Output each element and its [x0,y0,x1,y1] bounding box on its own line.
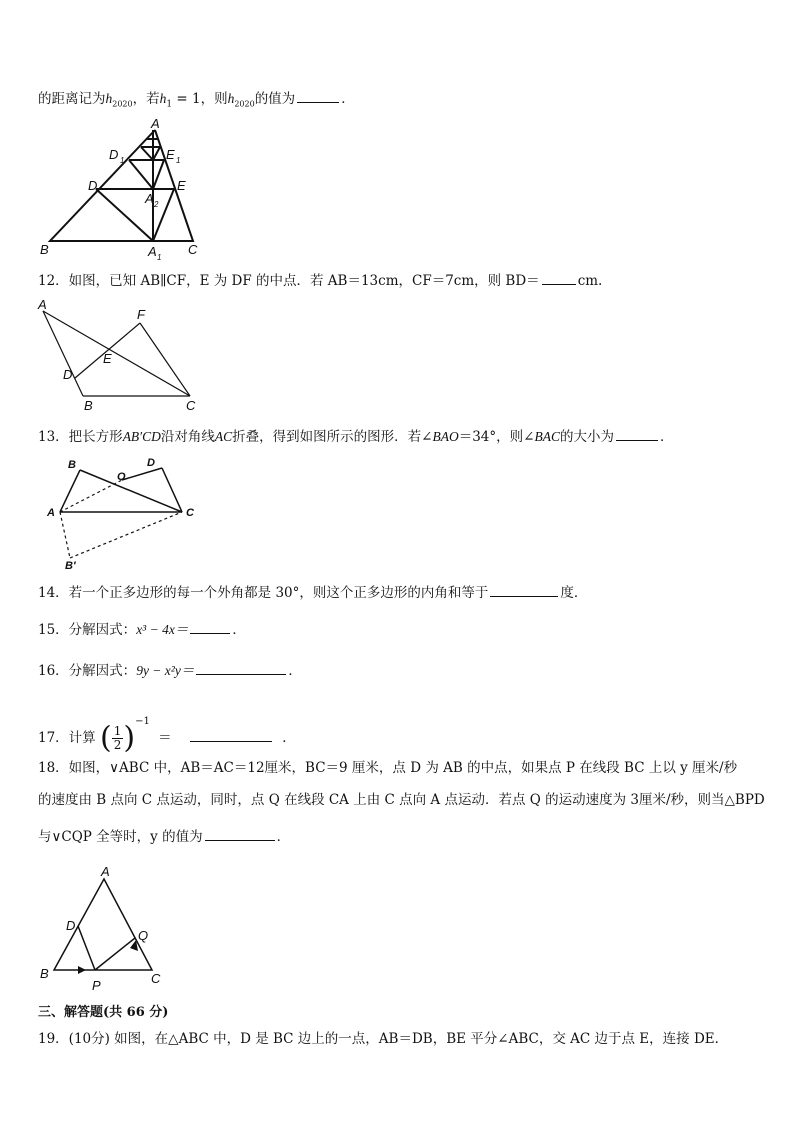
q13-text: 13．把长方形AB′CD沿对角线AC折叠，得到如图所示的图形．若∠BAO＝34°，则∠BAC的大小为 ． [38,426,673,447]
q11-label-E: E [177,178,186,193]
q11-label-C: C [188,242,198,257]
svg-text:1: 1 [120,156,125,165]
q12-label-D: D [63,367,73,382]
q11-label-A2: A [145,191,154,206]
q11-label-A: A [151,116,160,131]
h2020-symbol: h [105,91,113,106]
q12-label-C: C [186,398,196,413]
q18-label-C: C [151,971,161,986]
q12-label-B: B [84,398,93,413]
q13-label-O: O [117,471,126,483]
q18-line3: 与∨CQP 全等时，y 的值为 ． [38,826,290,847]
q18-label-D: D [66,918,76,933]
q18-label-P: P [92,978,101,993]
q18-line1: 18．如图，∨ABC 中，AB＝AC＝12厘米，BC＝9 厘米，点 D 为 AB 的中点，如果点 P 在线段 BC 上以 y 厘米/秒 [38,760,738,776]
q18-label-B: B [40,966,49,981]
q11-label-B: B [40,242,49,257]
q11-text: 的距离记为$h_{2020}$，若$h_1 = 1$，则$h_{2020}$的值为 ． [38,88,355,115]
svg-text:2: 2 [154,200,159,209]
q12-text: 12．如图，已知 AB∥CF，E 为 DF 的中点．若 AB＝13cm，CF＝7cm，则 BD＝ cm. [38,270,602,291]
fraction-one-half: $\frac{1}{2}$ [113,724,122,752]
q11-label-A1: A [148,244,157,259]
q17-text: 17．计算 ( $\frac{1}{2}$ )$^{-1}$ ＝ ． [38,716,296,756]
q12-label-F: F [137,307,145,322]
svg-text:1: 1 [176,156,181,165]
q18-label-Q: Q [138,928,149,943]
q13-label-A: A [47,507,55,519]
q18-line2: 的速度由 B 点向 C 点运动，同时，点 Q 在线段 CA 上由 C 点向 A 点运动．若点 Q 的运动速度为 3厘米/秒，则当△BPD [38,792,765,808]
q11-label-D1: D [109,147,119,162]
q15-text: 15．分解因式：x³ − 4x＝ ． [38,619,246,640]
q12-label-A: A [38,297,47,312]
q13-label-D: D [147,457,155,469]
q13-label-B: B [68,459,76,471]
q11-label-E1: E [166,147,175,162]
q18-label-A: A [101,864,110,879]
q13-label-Bprime: B′ [65,560,76,572]
arrow-icon [78,966,86,974]
q19-text: 19．(10分) 如图，在△ABC 中，D 是 BC 边上的一点，AB＝DB，BE 平分∠ABC，交 AC 边于点 E，连接 DE． [38,1031,729,1047]
section-heading: 三、解答题(共 66 分) [38,1005,169,1020]
q12-label-E: E [103,351,112,366]
q16-text: 16．分解因式：9y − x²y＝ ． [38,660,302,681]
q14-text: 14．若一个正多边形的每一个外角都是 30°，则这个正多边形的内角和等于 度． [38,582,587,603]
q11-label-D: D [88,178,98,193]
q13-label-C: C [186,507,194,519]
svg-text:1: 1 [157,253,162,262]
